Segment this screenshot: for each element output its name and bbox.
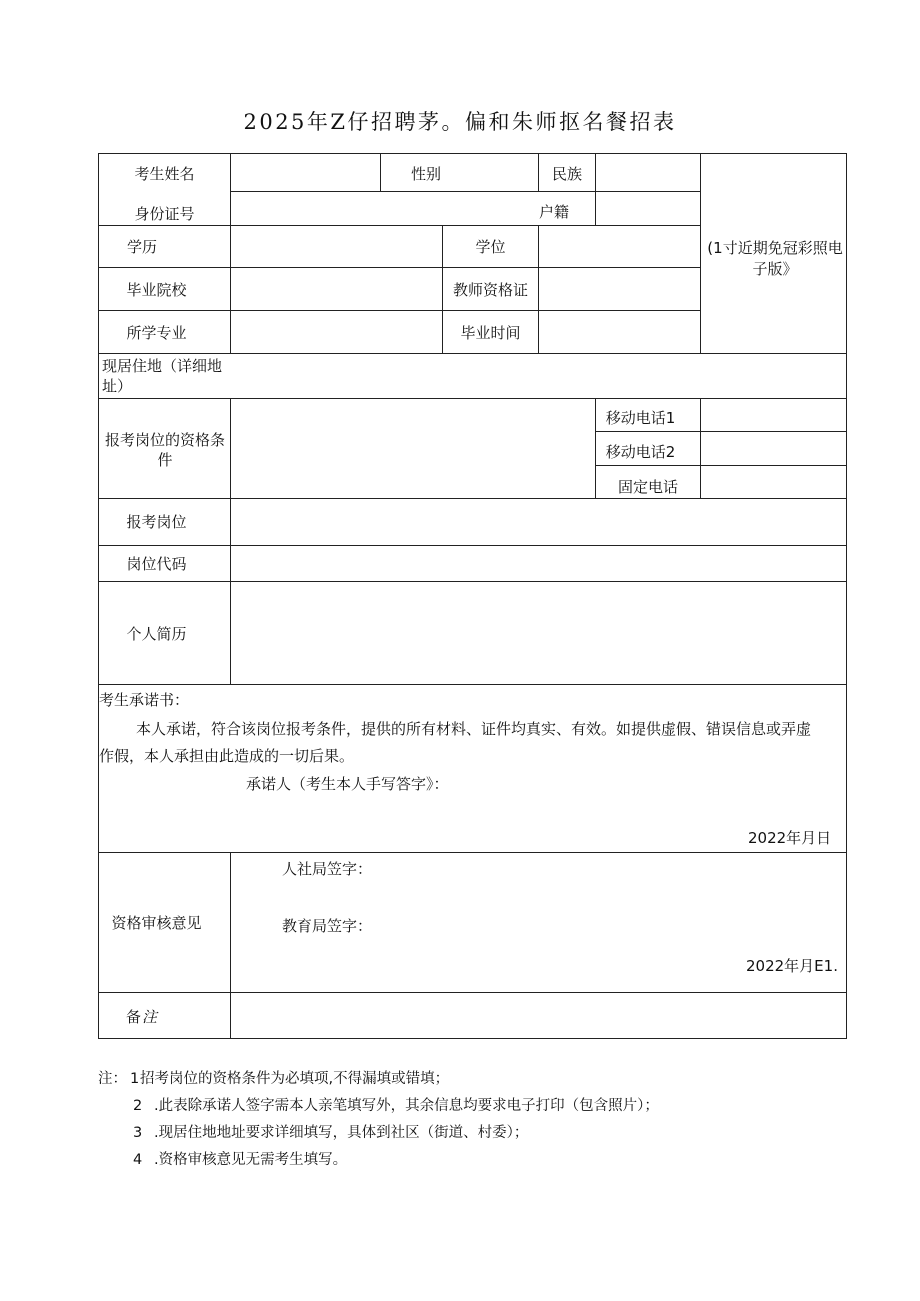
- grid-line: [538, 225, 539, 353]
- grid-line: [98, 353, 847, 354]
- label-qualifications: 报考岗位的资格条件: [104, 431, 225, 469]
- label-position-code: 岗位代码: [126, 555, 187, 573]
- label-review: 资格审核意见: [111, 914, 202, 932]
- pledge-text-line1: 本人承诺，符合该岗位报考条件，提供的所有材料、证件均真实、有效。如提供虚假、错误信息或弄虚: [136, 720, 812, 738]
- table-border-top: [98, 153, 847, 154]
- label-ethnicity: 民族: [551, 165, 582, 183]
- label-degree: 学位: [475, 238, 506, 256]
- photo-placeholder: (1寸近期免冠彩照电子版》: [707, 239, 843, 278]
- table-border-right: [846, 153, 847, 1039]
- label-major: 所学专业: [126, 324, 187, 342]
- note-number: 1: [130, 1071, 140, 1087]
- grid-line: [230, 852, 231, 1038]
- grid-line: [98, 267, 700, 268]
- grid-line: [98, 684, 847, 685]
- label-mobile1: 移动电话1: [605, 409, 676, 427]
- note-number: 4: [133, 1152, 143, 1168]
- remarks-char-1: 备: [126, 1008, 142, 1026]
- notes-prefix: 注：: [98, 1071, 127, 1087]
- grid-line: [595, 465, 847, 466]
- note-text: 招考岗位的资格条件为必填项,不得漏填或错填；: [140, 1071, 450, 1087]
- label-mobile2: 移动电话2: [605, 443, 676, 461]
- hr-bureau-signature: 人社局笠字：: [282, 860, 373, 878]
- form-title: 2025年Z仔招聘茅。偏和朱师抠名餐招表: [243, 110, 677, 134]
- label-position: 报考岗位: [126, 513, 187, 531]
- label-school: 毕业院校: [126, 281, 187, 299]
- grid-line: [98, 498, 847, 499]
- review-date: 2022年月E1.: [746, 957, 838, 975]
- grid-line: [230, 153, 231, 353]
- label-gender: 性别: [410, 165, 441, 183]
- note-number: 2: [133, 1098, 143, 1114]
- grid-line: [98, 545, 847, 546]
- note-text: .此表除承诺人签字需本人亲笔填写外，其余信息均要求电子打印（包含照片）；: [154, 1098, 659, 1114]
- label-id-number: 身份证号: [134, 205, 195, 223]
- pledge-signer: 承诺人（考生本人手写答字》：: [246, 775, 449, 793]
- label-name: 考生姓名: [134, 165, 195, 183]
- pledge-text-line2: 作假，本人承担由此造成的一切后果。: [99, 747, 355, 765]
- remarks-char-2: 注: [142, 1008, 158, 1026]
- label-education: 学历: [126, 238, 157, 256]
- grid-line: [98, 310, 700, 311]
- grid-line: [98, 852, 847, 853]
- label-resume: 个人简历: [126, 625, 187, 643]
- grid-line: [98, 398, 847, 399]
- grid-line: [98, 992, 847, 993]
- table-border-bottom: [98, 1038, 847, 1039]
- grid-line: [700, 398, 701, 498]
- grid-line: [595, 431, 847, 432]
- pledge-heading: 考生承诺书：: [99, 691, 190, 709]
- note-number: 3: [133, 1125, 143, 1141]
- grid-line: [595, 153, 596, 225]
- grid-line: [98, 581, 847, 582]
- pledge-date: 2022年月日: [748, 829, 832, 847]
- grid-line: [230, 191, 700, 192]
- label-grad-time: 毕业时间: [460, 324, 521, 342]
- label-hukou: 户籍: [539, 203, 570, 221]
- label-address: 现居住地（详细地址）: [102, 357, 223, 395]
- education-bureau-signature: 教育局笠字：: [282, 917, 373, 935]
- note-text: .现居住地地址要求详细填写，具体到社区（街道、村委）；: [154, 1125, 529, 1141]
- label-teacher-cert: 教师资格证: [452, 281, 528, 299]
- grid-line: [98, 225, 700, 226]
- note-text: .资格审核意见无需考生填写。: [154, 1152, 348, 1168]
- grid-line: [700, 153, 701, 353]
- label-landline: 固定电话: [617, 478, 678, 496]
- grid-line: [230, 398, 231, 684]
